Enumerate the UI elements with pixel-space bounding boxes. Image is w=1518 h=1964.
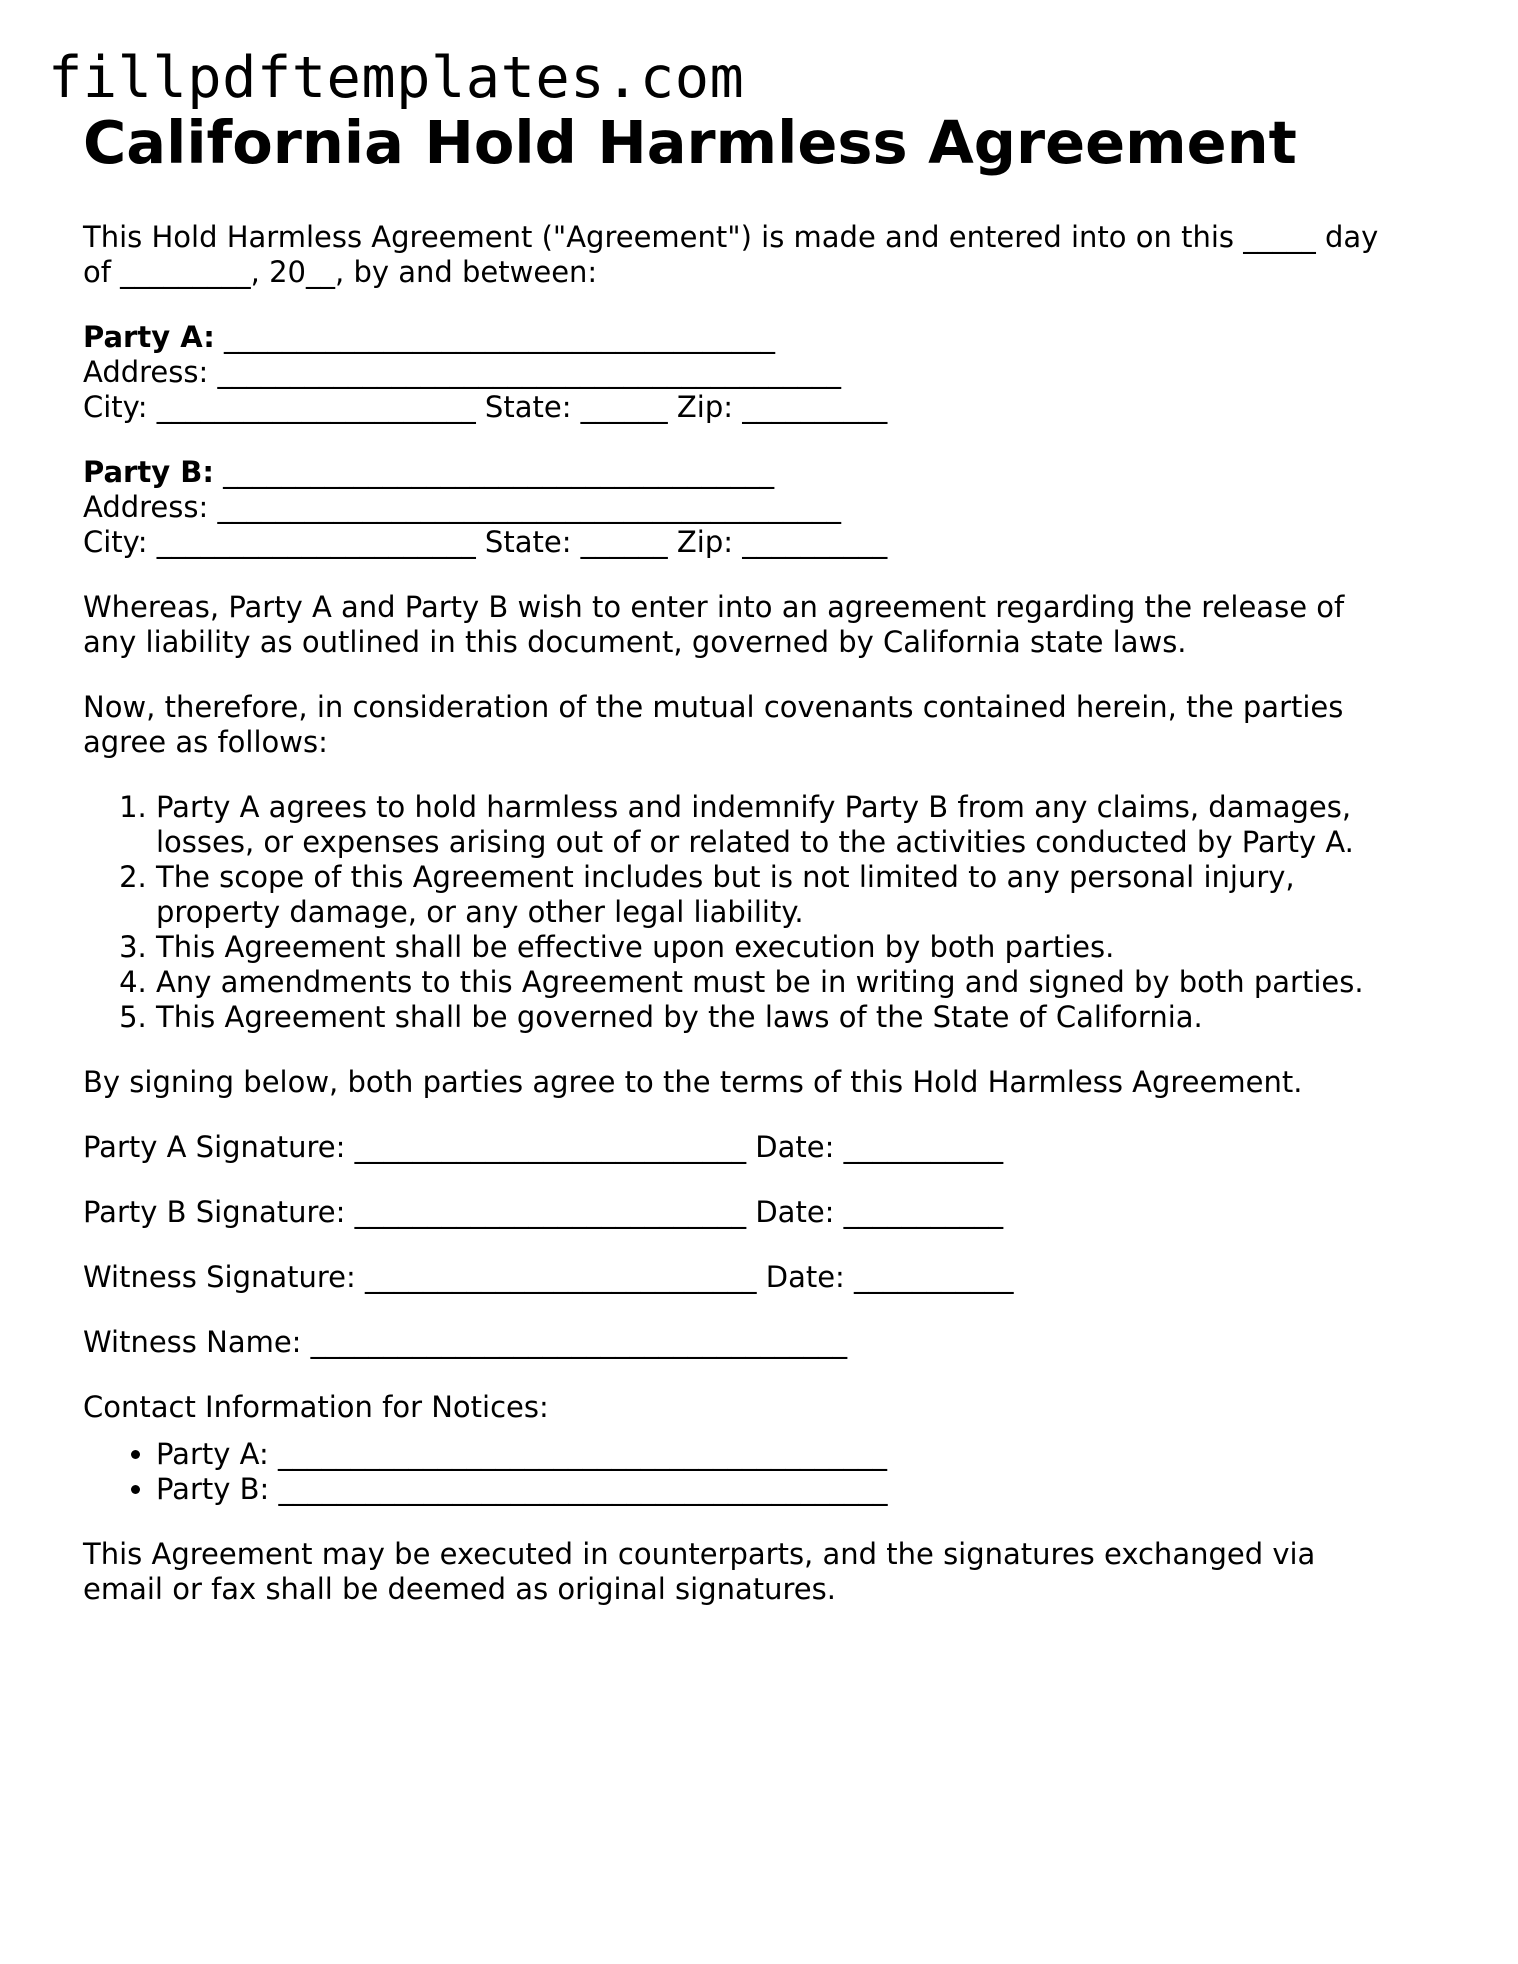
- party-b-city-line: City: ______________________ State: ______ Zip: __________: [83, 525, 888, 559]
- term-item: [156, 930, 1433, 965]
- term-line: property damage, or any other legal liability.: [156, 895, 804, 929]
- party-b-signature-line: Party B Signature: ___________________________ Date: ___________: [83, 1195, 1004, 1229]
- party-a-name-line: [83, 320, 775, 354]
- whereas-line: any liability as outlined in this document, governed by California state laws.: [83, 625, 1187, 659]
- term-item: [156, 1000, 1433, 1035]
- closing-line: email or fax shall be deemed as original signatures.: [83, 1572, 836, 1606]
- party-a-label: Party A:: [83, 320, 215, 354]
- term-line: Party A agrees to hold harmless and indemnify Party B from any claims, damages,: [156, 790, 1352, 824]
- by-signing-paragraph: By signing below, both parties agree to the terms of this Hold Harmless Agreement.: [83, 1065, 1303, 1099]
- party-b-block: [83, 455, 1433, 560]
- term-line: losses, or expenses arising out of or related to the activities conducted by Party A.: [156, 825, 1354, 859]
- now-therefore-line: Now, therefore, in consideration of the mutual covenants contained herein, the parties: [83, 690, 1344, 724]
- contact-list: [83, 1437, 1433, 1507]
- closing-paragraph: [83, 1537, 1433, 1607]
- party-b-label: Party B:: [83, 455, 214, 489]
- party-a-address: Address: ___________________________________________: [83, 355, 841, 389]
- contact-line: Party A: __________________________________________: [156, 1437, 887, 1471]
- witness-name-line: Witness Name: _____________________________________: [83, 1325, 848, 1359]
- now-therefore-paragraph: [83, 690, 1433, 760]
- contact-heading: Contact Information for Notices:: [83, 1390, 549, 1424]
- contact-item: [156, 1437, 1433, 1472]
- term-line: This Agreement shall be governed by the laws of the State of California.: [156, 1000, 1203, 1034]
- party-b-address: Address: ___________________________________________: [83, 490, 841, 524]
- intro-paragraph: [83, 220, 1433, 290]
- party-a-city-line: City: ______________________ State: ______ Zip: __________: [83, 390, 888, 424]
- term-line: The scope of this Agreement includes but is not limited to any personal injury,: [156, 860, 1295, 894]
- party-a-name-blank: ______________________________________: [214, 320, 776, 354]
- term-item: [156, 965, 1433, 1000]
- whereas-paragraph: [83, 590, 1433, 660]
- term-item: [156, 860, 1433, 930]
- now-therefore-line: agree as follows:: [83, 725, 328, 759]
- intro-line: This Hold Harmless Agreement ("Agreement") is made and entered into on this _____ day: [83, 220, 1379, 254]
- contact-line: Party B: __________________________________________: [156, 1472, 888, 1506]
- agreement-body: [83, 220, 1433, 1637]
- term-line: This Agreement shall be effective upon execution by both parties.: [156, 930, 1115, 964]
- witness-signature-line: Witness Signature: ___________________________ Date: ___________: [83, 1260, 1014, 1294]
- term-item: [156, 790, 1433, 860]
- closing-line: This Agreement may be executed in counterparts, and the signatures exchanged via: [83, 1537, 1316, 1571]
- intro-line: of _________, 20__, by and between:: [83, 255, 598, 289]
- whereas-line: Whereas, Party A and Party B wish to enter into an agreement regarding the release of: [83, 590, 1345, 624]
- watermark: fillpdftemplates.com: [48, 45, 745, 111]
- party-a-signature-line: Party A Signature: ___________________________ Date: ___________: [83, 1130, 1004, 1164]
- party-b-name-blank: ______________________________________: [213, 455, 775, 489]
- party-a-block: [83, 320, 1433, 425]
- page-title: California Hold Harmless Agreement: [83, 108, 1297, 177]
- term-line: Any amendments to this Agreement must be in writing and signed by both parties.: [156, 965, 1364, 999]
- contact-item: [156, 1472, 1433, 1507]
- terms-list: [83, 790, 1433, 1035]
- party-b-name-line: [83, 455, 774, 489]
